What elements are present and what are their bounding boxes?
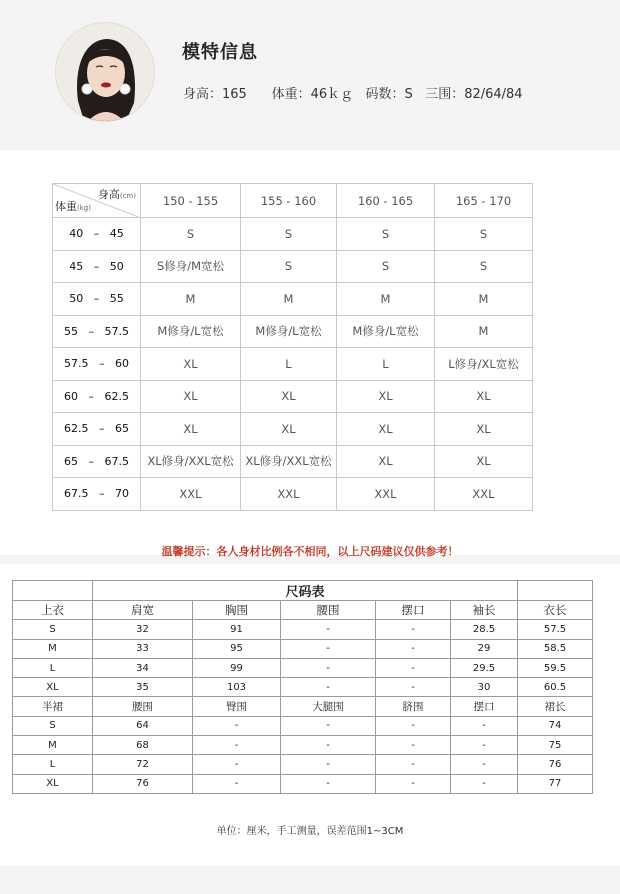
skirt-size-row-cell: -: [451, 716, 518, 735]
skirt-size-row-cell: -: [451, 736, 518, 755]
skirt-size-row-cell: 64: [93, 716, 193, 735]
recommended-size: M修身/L宽松: [337, 315, 435, 348]
recommended-size: M修身/L宽松: [141, 315, 241, 348]
recommended-size: S: [337, 218, 435, 251]
weight-row: [53, 445, 533, 478]
weight-row: [53, 348, 533, 381]
bottom-band: [0, 866, 620, 894]
skirt-size-row-cell: -: [193, 736, 281, 755]
top-size-row-cell: 58.5: [518, 639, 593, 658]
skirt-size-row-cell: -: [451, 774, 518, 793]
recommended-size: M修身/L宽松: [241, 315, 337, 348]
top-header-row-cell: 摆口: [376, 601, 451, 620]
corner-cell: [53, 184, 141, 218]
top-header-row-cell: 袖长: [451, 601, 518, 620]
weight-row: [53, 218, 533, 251]
skirt-size-row-cell: -: [281, 774, 376, 793]
top-size-row-cell: -: [281, 639, 376, 658]
skirt-size-row-cell: -: [281, 755, 376, 774]
recommended-size: XL: [241, 413, 337, 446]
recommended-size: XXL: [435, 478, 533, 511]
top-size-row-cell: 60.5: [518, 678, 593, 697]
height-header-row: [53, 184, 533, 218]
top-size-row: [13, 678, 593, 697]
skirt-size-row-cell: 68: [93, 736, 193, 755]
top-size-row-cell: 59.5: [518, 658, 593, 677]
weight-range: 40 – 45: [53, 218, 141, 251]
top-size-row-cell: XL: [13, 678, 93, 697]
recommended-size: XL: [241, 380, 337, 413]
recommended-size: XL: [141, 348, 241, 381]
recommended-size: L: [241, 348, 337, 381]
top-size-row-cell: 57.5: [518, 620, 593, 639]
skirt-size-row-cell: -: [376, 736, 451, 755]
recommended-size: XL: [337, 445, 435, 478]
skirt-size-row-cell: -: [193, 716, 281, 735]
corner-weight-label: 体重(kg): [55, 200, 91, 213]
skirt-size-row-cell: S: [13, 716, 93, 735]
skirt-size-row-cell: -: [193, 755, 281, 774]
top-size-row: [13, 639, 593, 658]
skirt-size-row-cell: XL: [13, 774, 93, 793]
recommended-size: M: [435, 283, 533, 316]
top-size-row-cell: -: [281, 620, 376, 639]
model-info-title: 模特信息: [182, 42, 258, 63]
weight-range: 50 – 55: [53, 283, 141, 316]
skirt-size-row-cell: 74: [518, 716, 593, 735]
model-avatar: [55, 22, 155, 122]
skirt-size-row-cell: -: [281, 736, 376, 755]
height-range-header: 160 - 165: [337, 184, 435, 218]
weight-row: [53, 413, 533, 446]
top-size-row-cell: -: [376, 639, 451, 658]
top-header-row: [13, 601, 593, 620]
model-info: [0, 0, 620, 150]
height-weight-size-chart: [52, 183, 533, 511]
top-size-row-cell: -: [281, 658, 376, 677]
top-size-row-cell: 32: [93, 620, 193, 639]
top-size-row-cell: -: [376, 620, 451, 639]
weight-row: [53, 250, 533, 283]
recommended-size: XXL: [337, 478, 435, 511]
top-size-row-cell: -: [376, 678, 451, 697]
recommended-size: XXL: [241, 478, 337, 511]
skirt-header-row-cell: 臀围: [193, 697, 281, 716]
weight-row: [53, 478, 533, 511]
skirt-size-row-cell: 77: [518, 774, 593, 793]
recommended-size: XL: [435, 380, 533, 413]
size-table: [12, 580, 593, 794]
skirt-size-row-cell: 72: [93, 755, 193, 774]
recommended-size: XL: [141, 380, 241, 413]
skirt-size-row-cell: -: [376, 774, 451, 793]
recommended-size: XL: [435, 413, 533, 446]
recommended-size: M: [141, 283, 241, 316]
recommended-size: S: [241, 250, 337, 283]
skirt-size-row-cell: L: [13, 755, 93, 774]
size-table-title: 尺码表: [93, 581, 518, 601]
model-stats: 身高：165 体重：46ｋｇ 码数：S 三围：82/64/84: [183, 87, 523, 102]
top-size-row-cell: 33: [93, 639, 193, 658]
height-range-header: 165 - 170: [435, 184, 533, 218]
skirt-size-row: [13, 755, 593, 774]
top-size-row-cell: 29: [451, 639, 518, 658]
recommended-size: XXL: [141, 478, 241, 511]
top-size-row-cell: 91: [193, 620, 281, 639]
skirt-header-row: [13, 697, 593, 716]
skirt-header-row-cell: 大腿围: [281, 697, 376, 716]
recommended-size: M: [337, 283, 435, 316]
skirt-header-row-cell: 腰围: [93, 697, 193, 716]
top-size-row-cell: 35: [93, 678, 193, 697]
skirt-size-row: [13, 736, 593, 755]
top-size-row: [13, 620, 593, 639]
skirt-size-row-cell: -: [376, 755, 451, 774]
skirt-size-row-cell: -: [451, 755, 518, 774]
recommended-size: L: [337, 348, 435, 381]
top-size-row-cell: 34: [93, 658, 193, 677]
top-size-row-cell: S: [13, 620, 93, 639]
skirt-size-row: [13, 716, 593, 735]
skirt-size-row: [13, 774, 593, 793]
skirt-header-row-cell: 半裙: [13, 697, 93, 716]
weight-range: 45 – 50: [53, 250, 141, 283]
recommended-size: S: [435, 218, 533, 251]
top-header-row-cell: 肩宽: [93, 601, 193, 620]
height-range-header: 155 - 160: [241, 184, 337, 218]
top-size-row-cell: 30: [451, 678, 518, 697]
recommended-size: S: [435, 250, 533, 283]
size-grid-body: [53, 218, 533, 511]
weight-row: [53, 315, 533, 348]
skirt-header-row-cell: 裙长: [518, 697, 593, 716]
recommended-size: S修身/M宽松: [141, 250, 241, 283]
recommended-size: XL: [141, 413, 241, 446]
top-size-row-cell: M: [13, 639, 93, 658]
recommended-size: XL修身/XXL宽松: [241, 445, 337, 478]
skirt-header-row-cell: 摆口: [451, 697, 518, 716]
top-size-row-cell: L: [13, 658, 93, 677]
top-size-row-cell: 28.5: [451, 620, 518, 639]
skirt-size-row-cell: -: [376, 716, 451, 735]
weight-range: 57.5 – 60: [53, 348, 141, 381]
warning-note: 温馨提示：各人身材比例各不相同，以上尺码建议仅供参考！: [161, 545, 459, 558]
recommended-size: XL: [337, 380, 435, 413]
size-table-body: [13, 601, 593, 794]
model-portrait: [56, 23, 154, 121]
skirt-size-row-cell: M: [13, 736, 93, 755]
skirt-size-row-cell: 76: [518, 755, 593, 774]
recommended-size: M: [435, 315, 533, 348]
top-size-row-cell: 29.5: [451, 658, 518, 677]
weight-range: 60 – 62.5: [53, 380, 141, 413]
skirt-size-row-cell: -: [281, 716, 376, 735]
top-header-row-cell: 腰围: [281, 601, 376, 620]
recommended-size: S: [141, 218, 241, 251]
recommended-size: L修身/XL宽松: [435, 348, 533, 381]
weight-range: 65 – 67.5: [53, 445, 141, 478]
weight-row: [53, 380, 533, 413]
recommended-size: XL修身/XXL宽松: [141, 445, 241, 478]
top-size-row-cell: -: [281, 678, 376, 697]
skirt-size-row-cell: -: [193, 774, 281, 793]
recommended-size: XL: [435, 445, 533, 478]
weight-range: 67.5 – 70: [53, 478, 141, 511]
recommended-size: XL: [337, 413, 435, 446]
top-size-row-cell: 95: [193, 639, 281, 658]
height-range-header: 150 - 155: [141, 184, 241, 218]
recommended-size: M: [241, 283, 337, 316]
top-header-row-cell: 上衣: [13, 601, 93, 620]
size-table-title-row: [13, 581, 593, 601]
weight-range: 55 – 57.5: [53, 315, 141, 348]
recommended-size: S: [337, 250, 435, 283]
measurement-footnote: 单位：厘米，手工测量，误差范围1~3CM: [216, 826, 404, 837]
weight-range: 62.5 – 65: [53, 413, 141, 446]
top-size-row-cell: 103: [193, 678, 281, 697]
top-size-row-cell: 99: [193, 658, 281, 677]
recommended-size: S: [241, 218, 337, 251]
top-header-row-cell: 衣长: [518, 601, 593, 620]
top-size-row-cell: -: [376, 658, 451, 677]
corner-height-label: 身高(cm): [97, 188, 136, 201]
top-size-row: [13, 658, 593, 677]
top-header-row-cell: 胸围: [193, 601, 281, 620]
skirt-header-row-cell: 脐围: [376, 697, 451, 716]
weight-row: [53, 283, 533, 316]
skirt-size-row-cell: 76: [93, 774, 193, 793]
skirt-size-row-cell: 75: [518, 736, 593, 755]
